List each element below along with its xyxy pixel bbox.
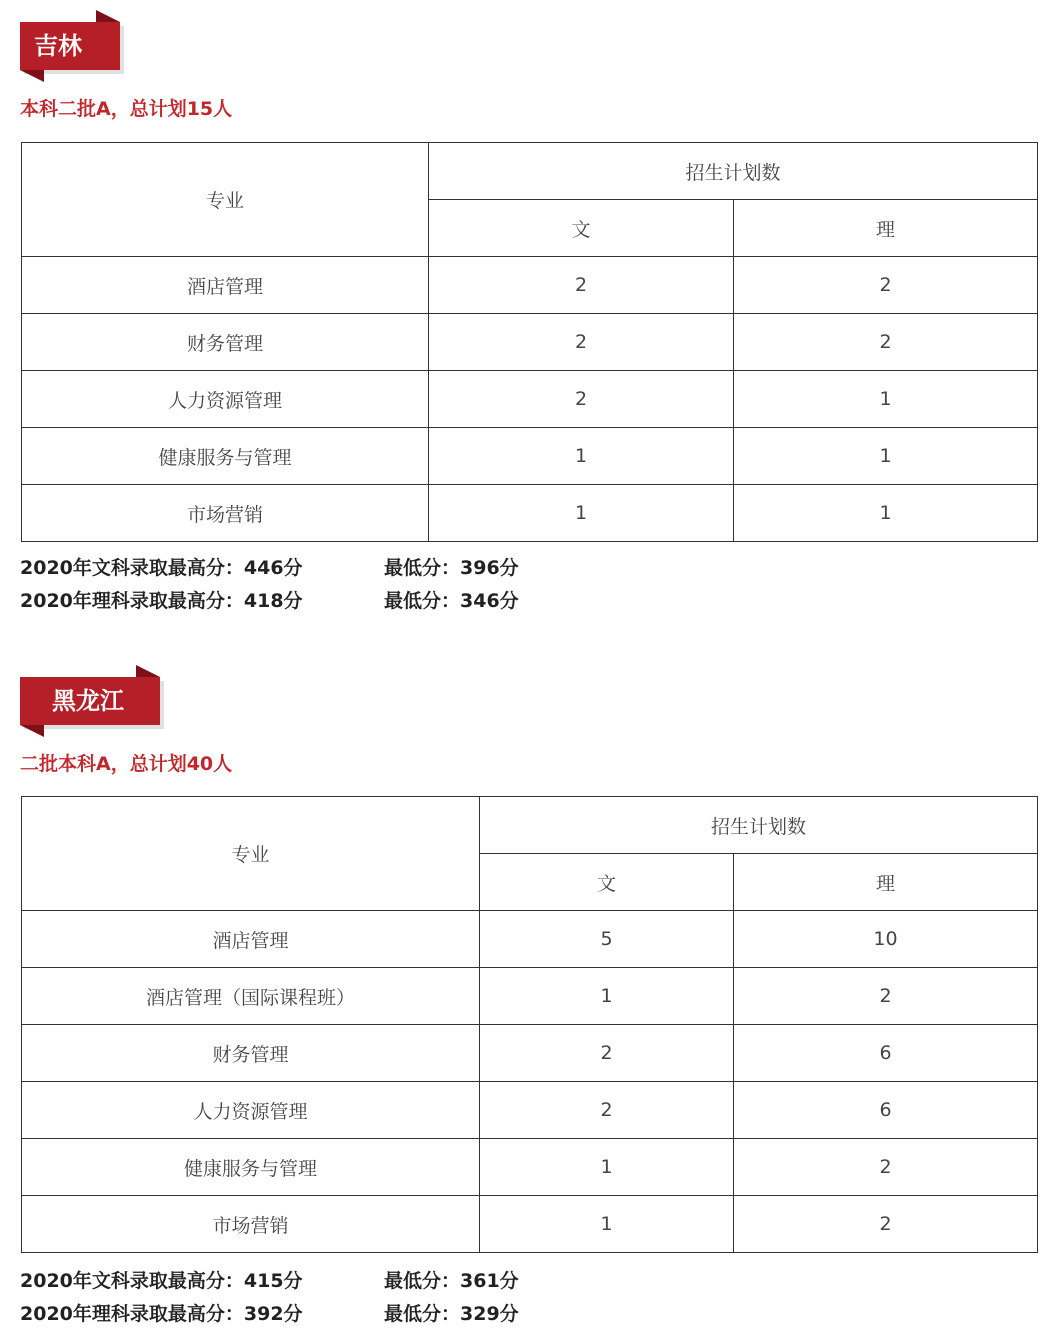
plan-title: 本科二批A，总计划15人 xyxy=(20,98,233,120)
header-li: 理 xyxy=(734,854,1038,911)
table-row xyxy=(22,1139,1038,1196)
score-summary xyxy=(20,1265,519,1331)
table-row xyxy=(22,485,1038,542)
table-row xyxy=(22,968,1038,1025)
major-cell: 健康服务与管理 xyxy=(22,1139,480,1196)
major-cell: 人力资源管理 xyxy=(22,371,429,428)
header-wen: 文 xyxy=(480,854,734,911)
major-cell: 人力资源管理 xyxy=(22,1082,480,1139)
table-row xyxy=(22,911,1038,968)
province-name: 吉林 xyxy=(20,22,120,70)
major-cell: 酒店管理 xyxy=(22,911,480,968)
score-summary xyxy=(20,552,519,618)
major-cell: 财务管理 xyxy=(22,1025,480,1082)
score-low: 最低分：361分 xyxy=(384,1270,519,1292)
major-cell: 财务管理 xyxy=(22,314,429,371)
score-high: 2020年文科录取最高分：446分 xyxy=(20,557,303,579)
table-row xyxy=(22,257,1038,314)
major-cell: 健康服务与管理 xyxy=(22,428,429,485)
score-high: 2020年理科录取最高分：418分 xyxy=(20,590,303,612)
li-cell: 1 xyxy=(734,428,1038,485)
major-cell: 市场营销 xyxy=(22,485,429,542)
wen-cell: 1 xyxy=(480,968,734,1025)
li-cell: 6 xyxy=(734,1025,1038,1082)
table-row xyxy=(22,371,1038,428)
score-high: 2020年理科录取最高分：392分 xyxy=(20,1303,303,1325)
province-name: 黑龙江 xyxy=(20,677,160,725)
table-row xyxy=(22,1025,1038,1082)
score-line-li xyxy=(20,1298,519,1331)
li-cell: 6 xyxy=(734,1082,1038,1139)
table-row xyxy=(22,1196,1038,1253)
table-row xyxy=(22,428,1038,485)
table-row xyxy=(22,314,1038,371)
header-wen: 文 xyxy=(429,200,734,257)
wen-cell: 1 xyxy=(429,485,734,542)
plan-table xyxy=(21,796,1038,1253)
wen-cell: 1 xyxy=(429,428,734,485)
li-cell: 1 xyxy=(734,371,1038,428)
plan-title: 二批本科A，总计划40人 xyxy=(20,753,233,775)
score-line-wen xyxy=(20,552,519,585)
table-row xyxy=(22,1082,1038,1139)
li-cell: 2 xyxy=(734,1139,1038,1196)
header-plan: 招生计划数 xyxy=(429,143,1038,200)
li-cell: 2 xyxy=(734,257,1038,314)
header-li: 理 xyxy=(734,200,1038,257)
major-cell: 市场营销 xyxy=(22,1196,480,1253)
wen-cell: 2 xyxy=(480,1082,734,1139)
wen-cell: 2 xyxy=(429,314,734,371)
province-ribbon xyxy=(20,10,124,82)
wen-cell: 5 xyxy=(480,911,734,968)
header-major: 专业 xyxy=(22,797,480,911)
li-cell: 2 xyxy=(734,968,1038,1025)
li-cell: 1 xyxy=(734,485,1038,542)
score-high: 2020年文科录取最高分：415分 xyxy=(20,1270,303,1292)
province-ribbon xyxy=(20,665,164,737)
score-low: 最低分：396分 xyxy=(384,557,519,579)
wen-cell: 2 xyxy=(480,1025,734,1082)
li-cell: 10 xyxy=(734,911,1038,968)
wen-cell: 1 xyxy=(480,1139,734,1196)
score-line-wen xyxy=(20,1265,519,1298)
wen-cell: 1 xyxy=(480,1196,734,1253)
header-plan: 招生计划数 xyxy=(480,797,1038,854)
li-cell: 2 xyxy=(734,314,1038,371)
li-cell: 2 xyxy=(734,1196,1038,1253)
wen-cell: 2 xyxy=(429,371,734,428)
score-low: 最低分：346分 xyxy=(384,590,519,612)
wen-cell: 2 xyxy=(429,257,734,314)
score-low: 最低分：329分 xyxy=(384,1303,519,1325)
plan-table xyxy=(21,142,1038,542)
major-cell: 酒店管理（国际课程班） xyxy=(22,968,480,1025)
score-line-li xyxy=(20,585,519,618)
header-major: 专业 xyxy=(22,143,429,257)
major-cell: 酒店管理 xyxy=(22,257,429,314)
